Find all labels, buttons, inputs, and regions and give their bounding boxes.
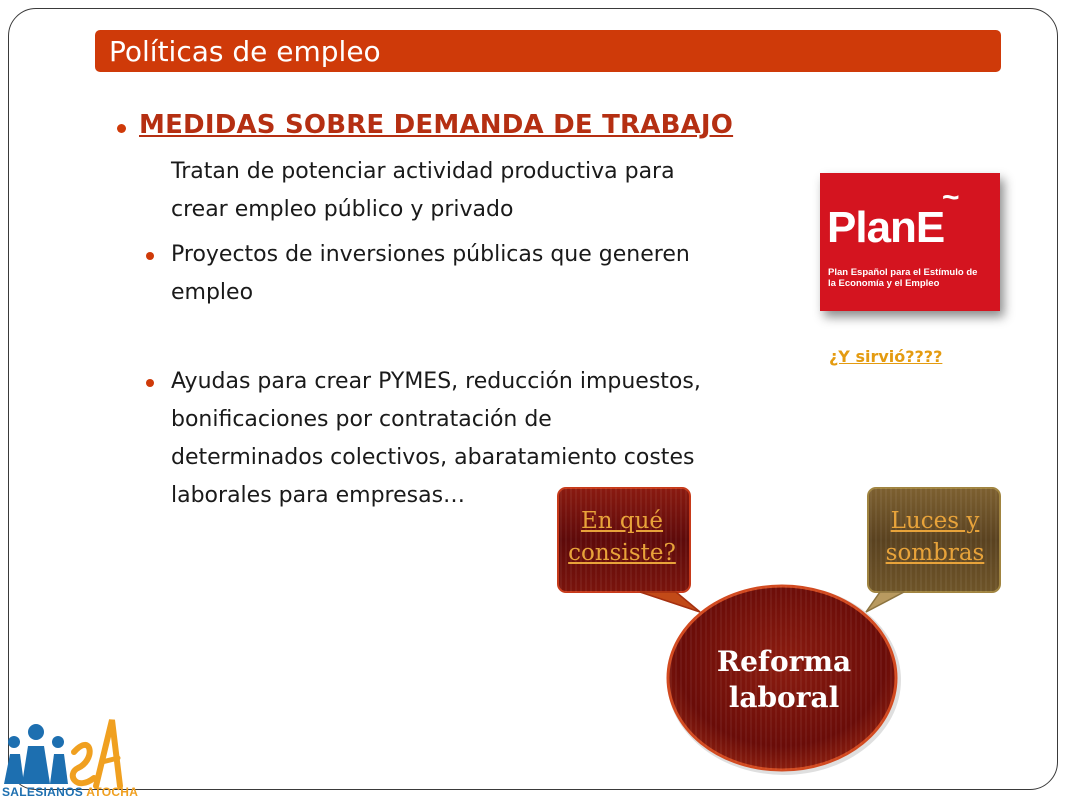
luces-y-sombras-link[interactable]: Luces y sombras (885, 508, 985, 566)
footer-brand: SALESIANOS ATOCHA (2, 785, 139, 799)
en-que-consiste-link[interactable]: En qué consiste? (568, 508, 676, 566)
y-sirvio-link[interactable]: ¿Y sirvió???? (829, 347, 943, 366)
bullet-dot (146, 252, 154, 260)
bullet-line: Proyectos de inversiones públicas que generen (171, 242, 690, 267)
plan-logo-word: PlanE (827, 203, 945, 252)
intro-line: Tratan de potenciar actividad productiva para (171, 159, 675, 184)
bullet-public-investment (171, 236, 690, 312)
bullet-dot (146, 379, 154, 387)
bullet-line: laborales para empresas… (171, 483, 466, 508)
plan-logo-tilde: ~ (942, 181, 960, 214)
plan-logo-subtitle: Plan Español para el Estímulo de la Economía y el Empleo (828, 267, 978, 289)
bullet-line: empleo (171, 280, 254, 305)
reforma-laboral-label: Reforma laboral (716, 645, 852, 714)
intro-paragraph (171, 153, 675, 229)
slide-title: Políticas de empleo (109, 35, 381, 68)
bullet-dot (117, 124, 126, 133)
bullet-line: Ayudas para crear PYMES, reducción impuestos, (171, 369, 701, 394)
bullet-line: bonificaciones por contratación de (171, 407, 552, 432)
section-heading-link[interactable]: MEDIDAS SOBRE DEMANDA DE TRABAJO (139, 110, 734, 140)
bullet-line: determinados colectivos, abaratamiento costes (171, 445, 695, 470)
intro-line: crear empleo público y privado (171, 197, 514, 222)
title-bar (95, 30, 1001, 72)
plan-e-logo (820, 173, 1000, 311)
